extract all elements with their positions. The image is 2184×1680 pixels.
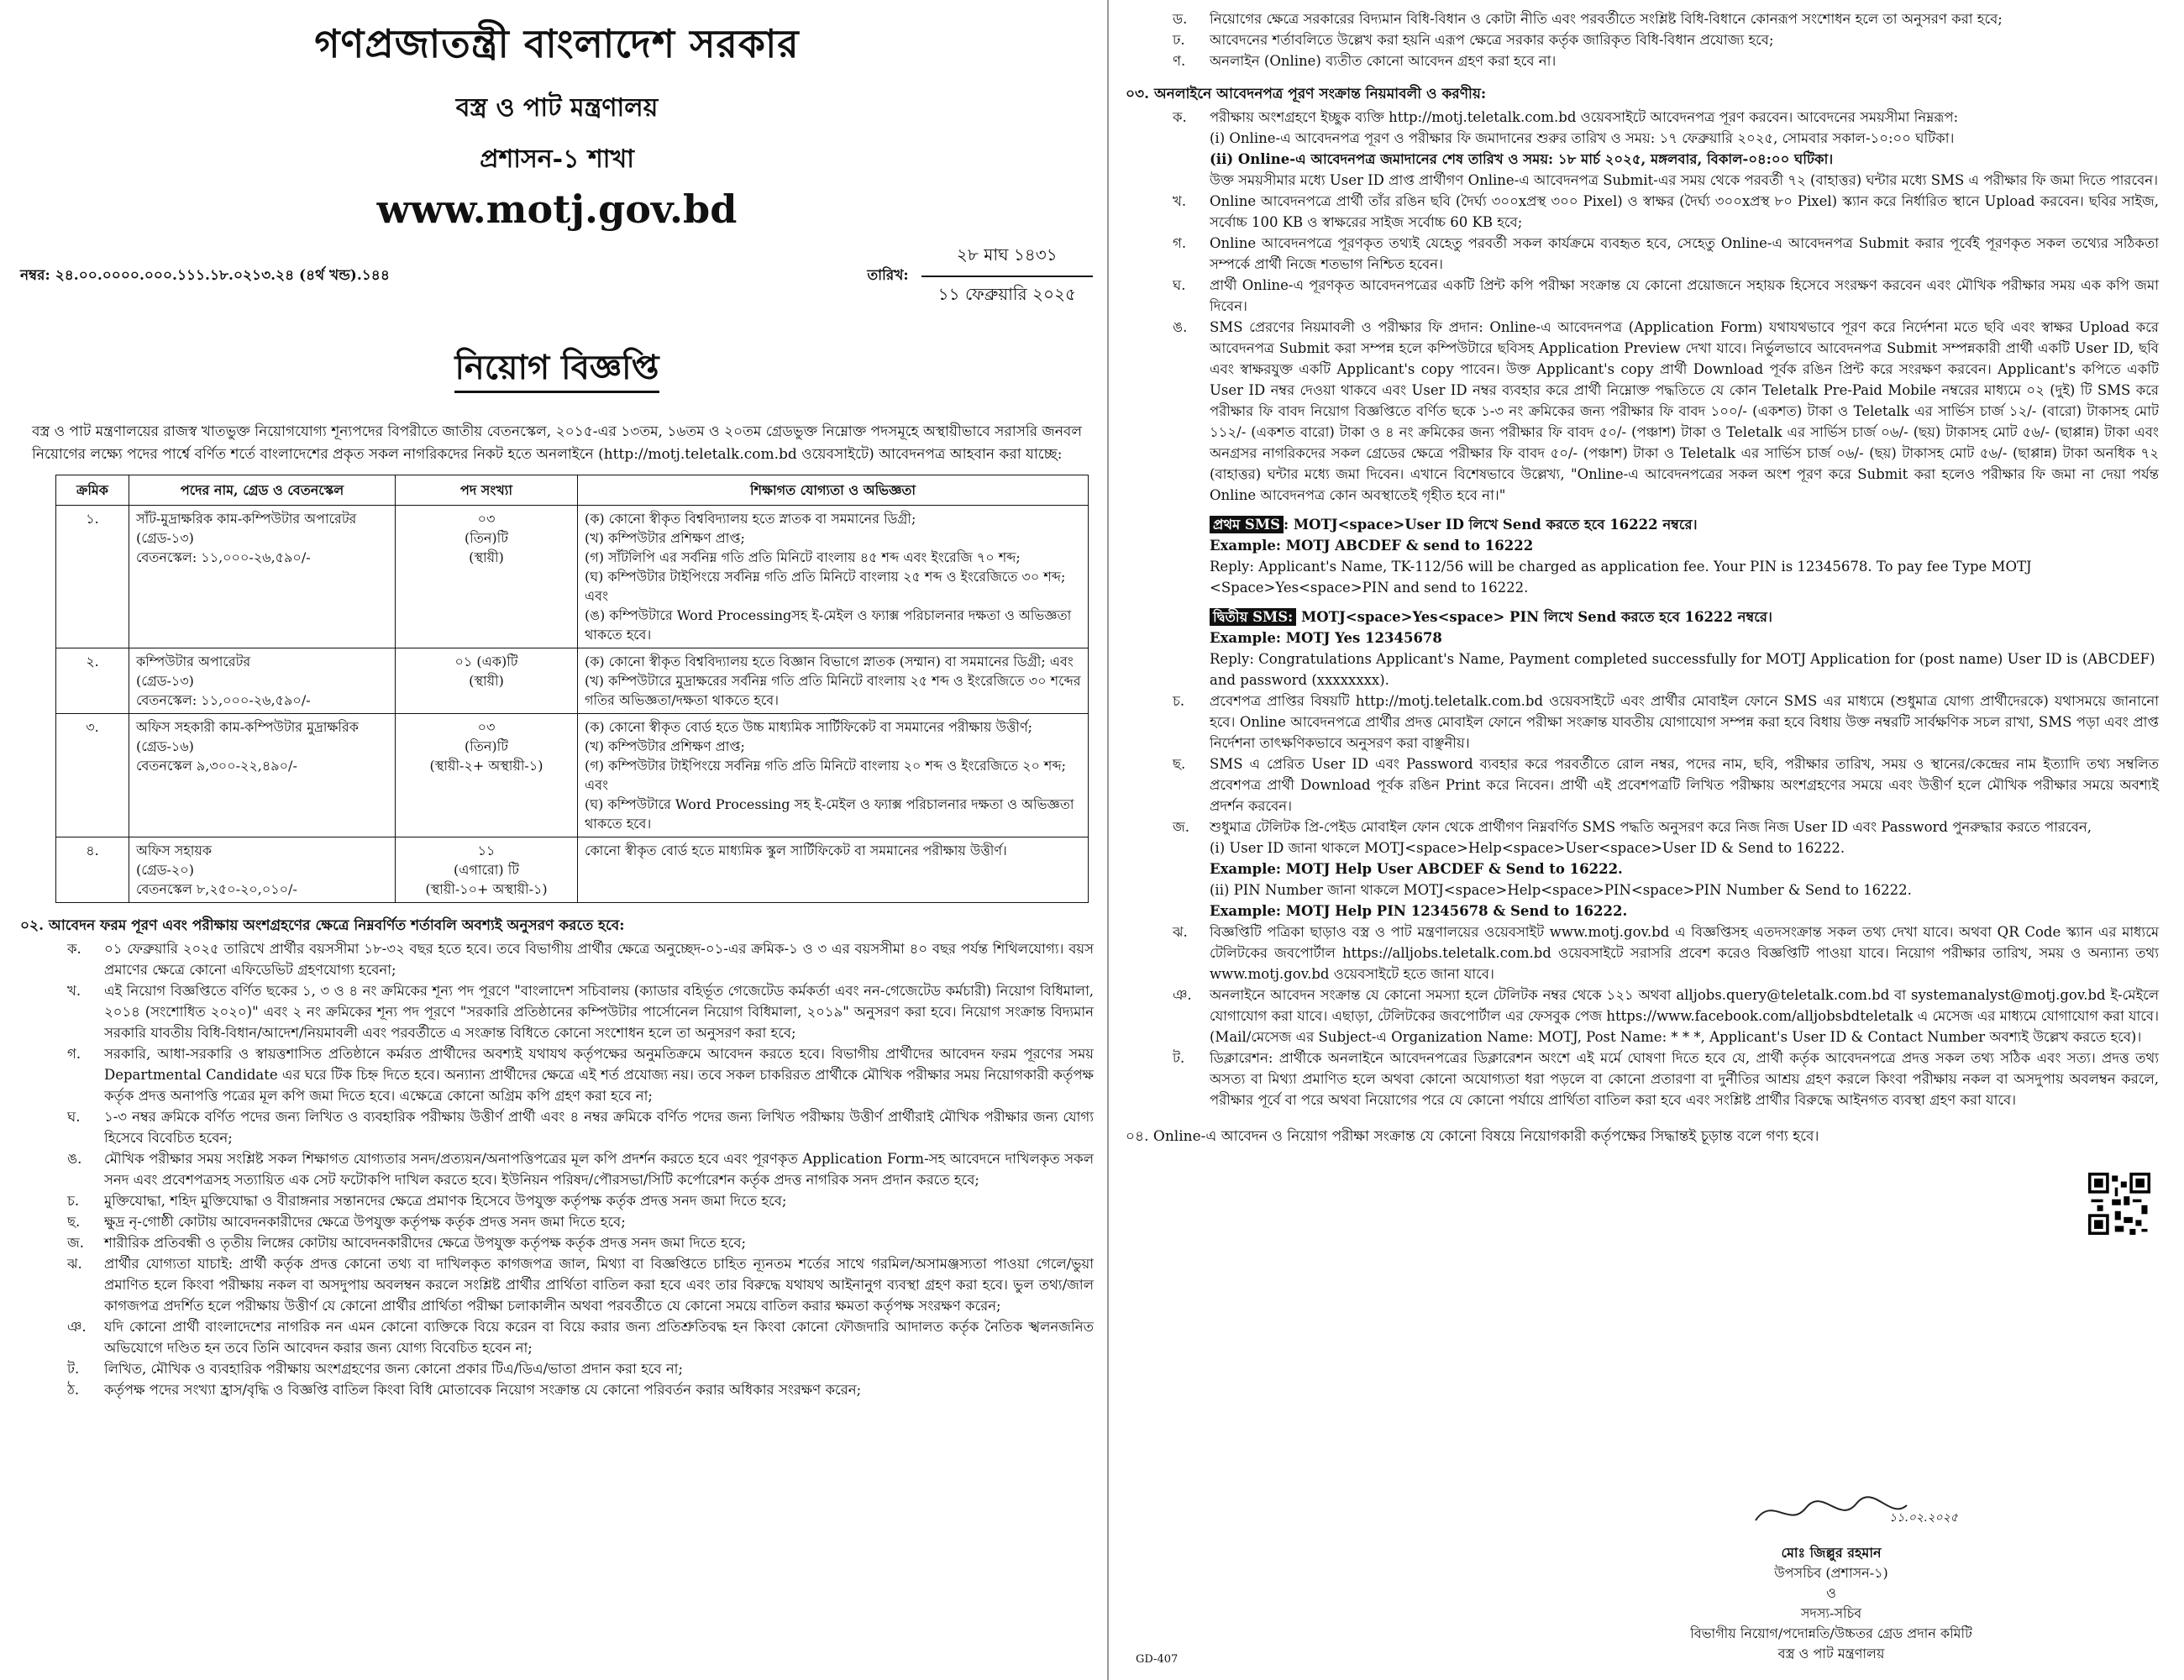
cell-qualification [578,714,1089,837]
post-scale: বেতনস্কেল: ১১,০০০-২৬,৫৯০/- [136,692,311,708]
item-marker: জ. [67,1235,85,1251]
item-marker: খ. [1173,193,1187,209]
item-marker: ক. [67,941,81,957]
item-text: Online আবেদনপত্রে পূরণকৃত তথ্যই যেহেতু পরবর্তী সকল কার্যক্রমে ব্যবহৃত হবে, সেহেতু Online-এ আবেদনপত্র Submit করার পূর্বেই পূরণকৃত সকল তথ্যের সঠিকতা সম্পর্কে প্রার্থী নিজে শতভাগ নিশ্চিত হবেন। [1210,235,2159,272]
cell-qualification [578,837,1089,903]
item-marker: ঠ. [67,1382,80,1398]
cell-count [396,714,578,837]
header-serial: ক্রমিক [56,475,129,506]
sms2-line [1210,606,2159,627]
government-name: গণপ্রজাতন্ত্রী বাংলাদেশ সরকার [314,21,800,66]
count-number: ০৩ [477,719,496,735]
cell-serial: ২. [56,648,129,714]
qualification-line: (ক) কোনো স্বীকৃত বোর্ড হতে উচ্চ মাধ্যমিক সার্টিফিকেট বা সমমানের পরীক্ষায় উত্তীর্ণ; [585,719,1033,735]
sms1-text: : MOTJ<space>User ID লিখে Send করতে হবে 16222 নম্বরে। [1284,517,1698,533]
post-grade: (গ্রেড-২০) [136,862,194,878]
signature-date: ১১.০২.২০২৫ [1889,1511,1958,1525]
sms1-tag: প্রথম SMS [1210,516,1284,533]
memo-row [20,242,1094,311]
count-word: (এগারো) টি [453,862,520,878]
list-item [1173,317,2159,506]
signatory-designation: উপসচিব (প্রশাসন-১) [1774,1565,1888,1581]
section-4-text: ০৪. Online-এ আবেদন ও নিয়োগ পরীক্ষা সংক্রান্ত যে কোনো বিষয়ে নিয়োগকারী কর্তৃপক্ষের সিদ্ধান্তই চূড়ান্ত বলে গণ্য হবে। [1126,1128,1819,1145]
list-item [67,980,1094,1043]
qualification-line: কোনো স্বীকৃত বোর্ড হতে মাধ্যমিক স্কুল সার্টিফিকেট বা সমমানের পরীক্ষায় উত্তীর্ণ। [585,843,1007,858]
item-text: মুক্তিযোদ্ধা, শহিদ মুক্তিযোদ্ধা ও বীরাঙ্গনার সন্তানদের ক্ষেত্রে প্রমাণক হিসেবে উপযুক্ত কর্তৃপক্ষ কর্তৃক প্রদত্ত সনদ জমা দিতে হবে; [104,1193,787,1209]
branch-name: প্রশাসন-১ শাখা [480,144,634,174]
section-2-continued [1126,8,2159,71]
item-marker: ট. [67,1361,80,1377]
item-text: যদি কোনো প্রার্থী বাংলাদেশের নাগরিক নন এমন কোনো ব্যক্তিকে বিয়ে করেন বা বিয়ে করার জন্য প্রতিশ্রুতিবদ্ধ হন কিংবা কোনো ফৌজদারি আদালত কর্তৃক নৈতিক স্খলনজনিত অভিযোগে দণ্ডিত হন তবে তিনি আবেদন করার জন্য যোগ্য বিবেচিত হবেন না; [104,1319,1094,1356]
list-item [67,1190,1094,1211]
item-marker: ণ. [1173,53,1186,69]
header-count: পদ সংখ্যা [396,475,578,506]
sms2-tag: দ্বিতীয় SMS: [1210,608,1296,626]
item-text: পরীক্ষায় অংশগ্রহণে ইচ্ছুক ব্যক্তি http://motj.teletalk.com.bd ওয়েবসাইটে আবেদনপত্র পূরণ করবেন। আবেদনের সময়সীমা নিম্নরূপ: [1210,109,1959,125]
list-item [1173,921,2159,984]
qualification-line: (ঘ) কম্পিউটার টাইপিংয়ে সর্বনিম্ন গতি প্রতি মিনিটে বাংলায় ২৫ শব্দ ও ইংরেজিতে ৩০ শব্দ; এবং [585,569,1066,604]
section-3-list [1126,191,2159,506]
item-marker: চ. [67,1193,80,1209]
post-name: অফিস সহায়ক [136,843,213,858]
cell-post [129,506,396,648]
item-marker: ড. [1173,11,1188,27]
post-grade: (গ্রেড-১৩) [136,673,194,689]
cell-count [396,506,578,648]
date-english: ১১ ফেব্রুয়ারি ২০২৫ [937,284,1076,304]
list-item [1173,29,2159,50]
item-text: বিজ্ঞপ্তিটি পত্রিকা ছাড়াও বস্ত্র ও পাট মন্ত্রণালয়ের ওয়েবসাইট www.motj.gov.bd এ বিজ্ঞপ্তিসহ এতদসংক্রান্ত সকল তথ্য দেখা যাবে। অথবা QR Code স্ক্যান এর মাধ্যমে টেলিটকের জবপোর্টাল https://alljobs.teletalk.com.bd ওয়েবসাইটে সরাসরি প্রবেশ করেও বিজ্ঞপ্তিটি পাওয়া যাবে। নিয়োগ পরীক্ষার তারিখ, সময় ও অন্যান্য তথ্য www.motj.gov.bd ওয়েবসাইটে হতে জানা যাবে। [1210,924,2159,982]
cell-serial: ১. [56,506,129,648]
qualification-line: (খ) কম্পিউটার প্রশিক্ষণ প্রাপ্ত; [585,530,745,546]
qualification-line: (ক) কোনো স্বীকৃত বিশ্ববিদ্যালয় হতে বিজ্ঞান বিভাগে স্নাতক (সম্মান) বা সমমানের ডিগ্রী; এবং [585,654,1074,669]
right-column [1109,0,2184,1680]
item-marker: জ. [1173,819,1190,835]
item-marker: ঢ. [1173,32,1185,48]
item-text: ০১ ফেব্রুয়ারি ২০২৫ তারিখে প্রার্থীর বয়সসীমা ১৮-৩২ বছর হতে হবে। তবে বিভাগীয় প্রার্থীর ক্ষেত্রে অনুচ্ছেদ-০১-এর ক্রমিক-১ ও ৩ এর বয়সসীমা ৪০ বছর পর্যন্ত শিথিলযোগ্য। বয়স প্রমাণের ক্ষেত্রে কোনো এফিডেভিট গ্রহণযোগ্য হবেনা; [104,941,1094,978]
sms1-reply: Reply: Applicant's Name, TK-112/56 will be charged as application fee. Your PIN is 12345678. To pay fee Type MOTJ <Space>Yes<space>PIN and send to 16222. [1210,559,2032,596]
intro-paragraph: বস্ত্র ও পাট মন্ত্রণালয়ের রাজস্ব খাতভুক্ত নিয়োগযোগ্য শূন্যপদের বিপরীতে জাতীয় বেতনস্কেল, ২০১৫-এর ১৩তম, ১৬তম ও ২০তম গ্রেডভুক্ত নিম্নোক্ত পদসমূহে অস্থায়ীভাবে সরাসরি জনবল নিয়োগের লক্ষ্যে পদের পার্শ্বে বর্ণিত শর্তে বাংলাদেশের প্রকৃত সকল নাগরিকদের নিকট হতে অনলাইনে (http://motj.teletalk.com.bd ওয়েবসাইটে) আবেদনপত্র আহবান করা যাচ্ছে: [32,423,1082,463]
list-item [1173,753,2159,816]
item-text: এই নিয়োগ বিজ্ঞপ্তিতে বর্ণিত ছকের ১, ৩ ও ৪ নং ক্রমিকের শূন্য পদ পূরণে "বাংলাদেশ সচিবালয় (ক্যাডার বহির্ভূত গেজেটেড কর্মকর্তা এবং নন-গেজেটেড কর্মচারী) নিয়োগ বিধিমালা, ২০১৪ (সংশোধিত ২০২০)" এবং ২ নং ক্রমিকের শূন্য পদ পূরণে "সরকারি প্রতিষ্ঠানের কম্পিউটার পার্সোনেল নিয়োগ বিধিমালা, ২০১৯" অনুসরণ করা হবে। নিয়োগ সংক্রান্ত বিদ্যমান সরকারি যাবতীয় বিধি-বিধান/আদেশ/নিয়মাবলী এবং পরবর্তীতে এ সংক্রান্ত বিধিতে কোনো সংশোধন হলে তা অনুসরণ করা হবে; [104,983,1094,1041]
count-note: (স্থায়ী-১০+ অস্থায়ী-১) [425,881,548,897]
item-marker: ঝ. [67,1256,82,1272]
recover-userid: (i) User ID জানা থাকলে MOTJ<space>Help<space>User<space>User ID & Send to 16222. [1210,840,1845,856]
item-marker: ছ. [1173,756,1186,772]
qualification-line: (গ) কম্পিউটার টাইপিংয়ে সর্বনিম্ন গতি প্রতি মিনিটে বাংলায় ২০ শব্দ ও ইংরেজিতে ২০ শব্দ; এবং [585,758,1067,793]
list-item [1173,1047,2159,1110]
signatory-committee: বিভাগীয় নিয়োগ/পদোন্নতি/উচ্চতর গ্রেড প্রদান কমিটি [1690,1625,1972,1641]
list-item [1173,50,2159,71]
qualification-line: (গ) সাঁটলিপি এর সর্বনিম্ন গতি প্রতি মিনিটে বাংলায় ৪৫ শব্দ এবং ইংরেজি ৭০ শব্দ; [585,549,1021,565]
table-row [56,714,1089,837]
post-scale: বেতনস্কেল: ১১,০০০-২৬,৫৯০/- [136,549,311,565]
cell-qualification [578,648,1089,714]
item-text: নিয়োগের ক্ষেত্রে সরকারের বিদ্যমান বিধি-বিধান ও কোটা নীতি এবং পরবর্তীতে সংশ্লিষ্ট বিধি-বিধানে কোনরূপ সংশোধন হলে তা অনুসরণ করা হবে; [1210,11,2003,27]
recover-pin: (ii) PIN Number জানা থাকলে MOTJ<space>Help<space>PIN<space>PIN Number & Send to 16222. [1210,882,1912,898]
recover-userid-example: Example: MOTJ Help User ABCDEF & Send to 16222. [1210,861,1623,877]
sms2-text: MOTJ<space>Yes<space> PIN লিখে Send করতে হবে 16222 নম্বরে। [1296,609,1772,625]
table-row [56,506,1089,648]
list-item [67,1358,1094,1379]
table-row [56,648,1089,714]
qualification-line: (ক) কোনো স্বীকৃত বিশ্ববিদ্যালয় হতে স্নাতক বা সমমানের ডিগ্রী; [585,511,916,527]
memo-number: নম্বর: ২৪.০০.০০০০.০০০.১১১.১৮.০২১৩.২৪ (৪র্থ খন্ড).১৪৪ [20,267,390,284]
count-note: (স্থায়ী) [469,549,504,565]
list-item [67,1211,1094,1232]
item-text: SMS প্রেরণের নিয়মাবলী ও পরীক্ষার ফি প্রদান: Online-এ আবেদনপত্র (Application Form) যথাযথভাবে পূরণ করে নির্দেশনা মতে ছবি এবং স্বাক্ষর Upload করে আবেদনপত্র Submit করা সম্পন্ন হলে কম্পিউটারে ছবিসহ Application Preview দেখা যাবে। নির্ভুলভাবে আবেদনপত্র Submit সম্পন্নকারী প্রার্থী একটি User ID, ছবি এবং স্বাক্ষরযুক্ত একটি Applicant's copy পাবেন। উক্ত Applicant's copy প্রার্থী Download পূর্বক রঙিন প্রিন্ট করে সংরক্ষণ করবেন। Applicant's কপিতে একটি User ID নম্বর দেওয়া থাকবে এবং User ID নম্বর ব্যবহার করে প্রার্থী নিম্নোক্ত পদ্ধতিতে যে কোন Teletalk Pre-Paid Mobile নম্বরের মাধ্যমে ০২ (দুই) টি SMS করে পরীক্ষার ফি বাবদ নিয়োগ বিজ্ঞপ্তিতে বর্ণিত ছকে ১-৩ নং ক্রমিকের জন্য পরীক্ষার ফি বাবদ ১০০/- (একশত) টাকা ও Teletalk এর সার্ভিস চার্জ ১২/- (বারো) টাকাসহ মোট ১১২/- (একশত বারো) টাকা ও ৪ নং ক্রমিকের জন্য পরীক্ষার ফি বাবদ ৫০/- (পঞ্চাশ) টাকা ও Teletalk এর সার্ভিস চার্জ ০৬/- (ছয়) টাকাসহ মোট ৫৬/- (ছাপ্পান্ন) টাকা এবং অনগ্রসর নাগরিকদের সকল গ্রেডের ক্ষেত্রে পরীক্ষার ফি বাবদ ৫০/- (পঞ্চাশ) টাকা ও Teletalk এর সার্ভিস চার্জ ০৬/- (ছয়) টাকাসহ মোট ৫৬/- (ছাপ্পান্ন) টাকা অনধিক ৭২ (বাহাত্তর) ঘন্টার মধ্যে জমা দিবেন। এখানে বিশেষভাবে উল্লেখ্য, "Online-এ আবেদনপত্রের সকল অংশ পূরণ করে Submit করা হলেও পরীক্ষার ফি জমা না দেয়া পর্যন্ত Online আবেদনপত্র কোন অবস্থাতেই গৃহীত হবে না।" [1210,319,2159,503]
date-box [867,242,1094,311]
table-row [56,837,1089,903]
list-item [67,1232,1094,1253]
table-header-row [56,475,1089,506]
cell-serial: ৩. [56,714,129,837]
item-text: প্রবেশপত্র প্রাপ্তির বিষয়টি http://motj.teletalk.com.bd ওয়েবসাইটে এবং প্রার্থীর মোবাইল ফোনে SMS এর মাধ্যমে (শুধুমাত্র যোগ্য প্রার্থীদেরকে) যথাসময়ে জানানো হবে। Online আবেদনপত্রে প্রার্থীর প্রদত্ত মোবাইল ফোনে পরীক্ষা সংক্রান্ত যাবতীয় যোগাযোগ সম্পন্ন করা হবে বিধায় উক্ত নম্বরটি সার্বক্ষণিক সচল রাখা, SMS পড়া এবং প্রাপ্ত নির্দেশনা তাৎক্ষণিকভাবে অনুসরণ করা বাঞ্ছনীয়। [1210,693,2159,751]
section-2-heading: ০২. আবেদন ফরম পূরণ এবং পরীক্ষায় অংশগ্রহণের ক্ষেত্রে নিম্নবর্ণিত শর্তাবলি অবশ্যই অনুসরণ করতে হবে: [20,917,625,934]
item-marker: গ. [67,1046,81,1062]
item-marker: ঝ. [1173,924,1188,940]
list-item [1173,191,2159,233]
item-text: লিখিত, মৌখিক ও ব্যবহারিক পরীক্ষায় অংশগ্রহণের জন্য কোনো প্রকার টিএ/ডিএ/ভাতা প্রদান করা হবে না; [104,1361,684,1377]
item-marker: ঙ. [67,1151,82,1167]
item-text: Online আবেদনপত্রে প্রার্থী তাঁর রঙিন ছবি (দৈর্ঘ্য ৩০০xপ্রস্থ ৩০০ Pixel) ও স্বাক্ষর (দৈর্ঘ্য ৩০০xপ্রস্থ ৮০ Pixel) স্ক্যান করে নির্ধারিত স্থানে Upload করবেন। ছবির সাইজ, সর্বোচ্চ 100 KB ও স্বাক্ষরের সাইজ সর্বোচ্চ 60 KB হবে; [1210,193,2159,230]
count-number: ০১ (এক)টি [454,654,518,669]
item-text: শারীরিক প্রতিবন্ধী ও তৃতীয় লিঙ্গের কোটায় আবেদনকারীদের ক্ষেত্রে উপযুক্ত কর্তৃপক্ষ কর্তৃক প্রদত্ত সনদ জমা দিতে হবে; [104,1235,747,1251]
item-marker: ঞ. [1173,987,1192,1003]
item-text: শুধুমাত্র টেলিটক প্রি-পেইড মোবাইল ফোন থেকে প্রার্থীগণ নিম্নবর্ণিত SMS পদ্ধতি অনুসরণ করে নিজ নিজ User ID এবং Password পুনরুদ্ধার করতে পারবেন, [1210,819,2092,835]
notice-title: নিয়োগ বিজ্ঞপ্তি [20,341,1094,397]
item-marker: গ. [1173,235,1187,251]
count-number: ১১ [477,843,496,858]
cell-count [396,648,578,714]
item-marker: ঙ. [1173,319,1188,335]
post-scale: বেতনস্কেল ৯,৩০০-২২,৪৯০/- [136,758,297,774]
section-3-list-3 [1126,921,2159,1110]
count-word: (স্থায়ী) [469,673,504,689]
cell-post [129,648,396,714]
list-item [67,1316,1094,1358]
date-label: তারিখ: [867,267,909,284]
item-text: অনলাইন (Online) ব্যতীত কোনো আবেদন গ্রহণ করা হবে না। [1210,53,1557,69]
qualification-line: (ঙ) কম্পিউটারে Word Processingসহ ই-মেইল ও ফ্যাক্স পরিচালনার দক্ষতা ও অভিজ্ঞতা থাকতে হবে। [585,607,1072,643]
post-grade: (গ্রেড-১৬) [136,738,194,754]
list-item [67,1043,1094,1106]
count-word: (তিন)টি [465,738,508,754]
sms2-example: Example: MOTJ Yes 12345678 [1210,630,1442,646]
item-marker: ঘ. [1173,277,1186,293]
item-text: SMS এ প্রেরিত User ID এবং Password ব্যবহার করে পরবর্তীতে রোল নম্বর, পদের নাম, ছবি, পরীক্ষার তারিখ, সময় ও স্থানের/কেন্দ্রের নাম ইত্যাদি তথ্য সম্বলিত প্রবেশপত্র প্রার্থী Download পূর্বক রঙিন Print করে নিবেন। প্রার্থী এই প্রবেশপত্রটি লিখিত পরীক্ষায় অংশগ্রহণের সময়ে এবং উত্তীর্ণ হলে মৌখিক পরীক্ষার সময়ে অবশ্যই প্রদর্শন করবেন। [1210,756,2159,814]
count-note: (স্থায়ী-২+ অস্থায়ী-১) [429,758,543,774]
item-text: ডিক্লারেশন: প্রার্থীকে অনলাইনে আবেদনপত্রের ডিক্লারেশন অংশে এই মর্মে ঘোষণা দিতে হবে যে, প্রার্থী কর্তৃক আবেদনপত্রে প্রদত্ত সকল তথ্য সঠিক এবং সত্য। প্রদত্ত তথ্য অসত্য বা মিথ্যা প্রমাণিত হলে অথবা কোনো অযোগ্যতা ধরা পড়লে বা কোনো প্রতারণা বা দুর্নীতির আশ্রয় গ্রহণ করলে কিংবা পরীক্ষায় নকল বা অসদুপায় অবলম্বন করলে, পরীক্ষার পূর্বে বা পরে অথবা নিয়োগের পরে যে কোনো পর্যায়ে প্রার্থিতা বাতিল করা হবে এবং সংশ্লিষ্ট প্রার্থীর বিরুদ্ধে আইনগত ব্যবস্থা গ্রহণ করা যাবে। [1210,1050,2159,1108]
item-text: কর্তৃপক্ষ পদের সংখ্যা হ্রাস/বৃদ্ধি ও বিজ্ঞপ্তি বাতিল কিংবা বিধি মোতাবেক নিয়োগ সংক্রান্ত যে কোনো পরিবর্তন করার অধিকার সংরক্ষণ করেন; [104,1382,862,1398]
list-item [67,938,1094,980]
list-item: ক. পরীক্ষায় অংশগ্রহণে ইচ্ছুক ব্যক্তি http://motj.teletalk.com.bd ওয়েবসাইটে আবেদনপত্র পূরণ করবেন। আবেদনের সময়সীমা নিম্নরূপ: [1173,107,2159,128]
count-word: (তিন)টি [465,530,508,546]
list-item [67,1253,1094,1316]
qualification-line: (খ) কম্পিউটারে মুদ্রাক্ষরের সর্বনিম্ন গতি প্রতি মিনিটে বাংলায় ২৫ শব্দ ও ইংরেজিতে ৩০ শব্দের গতির অভিজ্ঞতা/দক্ষতা থাকতে হবে। [585,673,1081,708]
post-name: অফিস সহকারী কাম-কম্পিউটার মুদ্রাক্ষরিক [136,719,359,735]
post-grade: (গ্রেড-১৩) [136,530,194,546]
item-text: অনলাইনে আবেদন সংক্রান্ত যে কোনো সমস্যা হলে টেলিটক নম্বর থেকে ১২১ অথবা alljobs.query@teletalk.com.bd বা systemanalyst@motj.gov.bd ই-মেইলে যোগাযোগ করা যাবে। এছাড়া, টেলিটকের জবপোর্টাল এর ফেসবুক পেজ https://www.facebook.com/alljobsbdteletalk এ মেসেজ এর মাধ্যমে যোগাযোগ করা যাবে। (Mail/মেসেজ এর Subject-এ Organization Name: MOTJ, Post Name: * * *, Applicant's User ID & Contact Number অবশ্যই উল্লেখ করতে হবে)। [1210,987,2159,1045]
list-item [67,1148,1094,1190]
end-date-line: (ii) Online-এ আবেদনপত্র জমাদানের শেষ তারিখ ও সময়: ১৮ মার্চ ২০২৫, মঙ্গলবার, বিকাল-০৪:০০ ঘটিকা। [1210,151,1834,167]
section-3-heading: ০৩. অনলাইনে আবেদনপত্র পূরণ সংক্রান্ত নিয়মাবলী ও করণীয়: [1126,86,1487,102]
date-bangla: ২৮ মাঘ ১৪৩১ [921,243,1093,277]
item-marker: ট. [1173,1050,1185,1066]
signatory-and: ও [1826,1585,1836,1601]
section-3-list-2 [1126,690,2159,837]
signatory-ministry: বস্ত্র ও পাট মন্ত্রণালয় [1777,1646,1885,1662]
list-item [1173,690,2159,753]
cell-count [396,837,578,903]
ministry-name: বস্ত্র ও পাট মন্ত্রণালয় [455,93,659,123]
qualification-line: (খ) কম্পিউটার প্রশিক্ষণ প্রাপ্ত; [585,738,745,754]
sms1-example: Example: MOTJ ABCDEF & send to 16222 [1210,538,1534,554]
cell-serial: ৪. [56,837,129,903]
item-text: প্রার্থীর যোগ্যতা যাচাই: প্রার্থী কর্তৃক প্রদত্ত কোনো তথ্য বা দাখিলকৃত কাগজপত্র জাল, মিথ্যা বা বিজ্ঞপ্তিতে চাহিত ন্যূনতম শর্তের সাথে গরমিল/অসামঞ্জস্যতা পাওয়া গেলে/ভুয়া প্রমাণিত হলে কিংবা পরীক্ষায় নকল বা অসদুপায় অবলম্বন করলে সংশ্লিষ্ট প্রার্থীর প্রার্থিতা বাতিল করা হবে এবং তার বিরুদ্ধে যথাযথ আইনানুগ ব্যবস্থা গ্রহণ করা হবে। ভুল তথ্য/জাল কাগজপত্র প্রদর্শিত হলে পরীক্ষায় উত্তীর্ণ যে কোনো প্রার্থীর প্রার্থিতা পরীক্ষা চলাকালীন অথবা পরবর্তীতে যে কোনো সময়ে বাতিল করার ক্ষমতা কর্তৃপক্ষ সংরক্ষণ করেন; [104,1256,1094,1314]
signatory-name: মোঃ জিল্লুর রহমান [1781,1545,1882,1561]
sms1-line [1210,514,2159,535]
cell-qualification [578,506,1089,648]
start-date-line: (i) Online-এ আবেদনপত্র পূরণ ও পরীক্ষার ফি জমাদানের শুরুর তারিখ ও সময়: ১৭ ফেব্রুয়ারি ২০২৫, সোমবার সকাল-১০:০০ ঘটিকা। [1210,130,1955,146]
posts-table [55,475,1089,903]
footer-code: GD-407 [1136,1653,1179,1666]
section-2-list [20,938,1094,1400]
list-item [1173,816,2159,837]
post-scale: বেতনস্কেল ৮,২৫০-২০,০১০/- [136,881,297,897]
item-text: ১-৩ নম্বর ক্রমিকে বর্ণিত পদের জন্য লিখিত ও ব্যবহারিক পরীক্ষায় উত্তীর্ণ প্রার্থী এবং ৪ নম্বর ক্রমিকে বর্ণিত পদের জন্য লিখিত পরীক্ষায় উত্তীর্ণ প্রার্থীরাই মৌখিক পরীক্ষার জন্য যোগ্য হিসেবে বিবেচিত হবেন; [104,1109,1094,1146]
list-item [67,1106,1094,1148]
list-item [1173,8,2159,29]
qualification-line: (ঘ) কম্পিউটারে Word Processing সহ ই-মেইল ও ফ্যাক্স পরিচালনার দক্ষতা ও অভিজ্ঞতা থাকতে হবে। [585,796,1074,832]
post-name: সাঁট-মুদ্রাক্ষরিক কাম-কম্পিউটার অপারেটর [136,511,357,527]
item-marker: ঞ. [67,1319,87,1335]
item-marker: চ. [1173,693,1185,709]
website-link[interactable]: www.motj.gov.bd [376,186,738,232]
signatory-role: সদস্য-সচিব [1800,1605,1862,1621]
list-item [67,1379,1094,1400]
recover-pin-example: Example: MOTJ Help PIN 12345678 & Send to 16222. [1210,903,1628,919]
list-item [1173,984,2159,1047]
item-marker: ছ. [67,1214,81,1230]
sms2-reply: Reply: Congratulations Applicant's Name, Payment completed successfully for MOTJ Application for (post name) User ID is (ABCDEF) and password (xxxxxxxx). [1210,651,2155,688]
item-text: সরকারি, আধা-সরকারি ও স্বায়ত্তশাসিত প্রতিষ্ঠানে কর্মরত প্রার্থীদের অবশ্যই যথাযথ কর্তৃপক্ষের অনুমতিক্রমে আবেদন করতে হবে। বিভাগীয় প্রার্থীদের আবেদন ফরম পূরণের সময় Departmental Candidate এর ঘরে টিক চিহ্ন দিতে হবে। অন্যান্য প্রার্থীদের ক্ষেত্রে এই শর্ত প্রযোজ্য নয়। তবে সকল চাকরিরত প্রার্থীকে মৌখিক পরীক্ষার সময় নিয়োগকারী কর্তৃপক্ষ কর্তৃক প্রদত্ত অনাপত্তি পত্রের মূল কপি জমা দিতে হবে। এক্ষেত্রে কোনো অগ্রিম কপি গ্রহণ করা হবে না; [104,1046,1094,1104]
post-name: কম্পিউটার অপারেটর [136,654,251,669]
item-text: প্রার্থী Online-এ পূরণকৃত আবেদনপত্রের একটি প্রিন্ট কপি পরীক্ষা সংক্রান্ত যে কোনো প্রয়োজনে সহায়ক হিসেবে সংরক্ষণ করবেন এবং মৌখিক পরীক্ষার সময় এক কপি জমা দিবেন। [1210,277,2159,314]
item-marker: ঘ. [67,1109,81,1125]
cell-post [129,714,396,837]
list-item [1173,233,2159,275]
header-qualification: শিক্ষাগত যোগ্যতা ও অভিজ্ঞতা [578,475,1089,506]
signature-block [1613,1487,2050,1664]
fee-deadline-note: উক্ত সময়সীমার মধ্যে User ID প্রাপ্ত প্রার্থীগণ Online-এ আবেদনপত্র Submit-এর সময় থেকে পরবর্তী ৭২ (বাহাত্তর) ঘন্টার মধ্যে SMS এ পরীক্ষার ফি জমা দিতে পারবেন। [1210,172,2159,188]
header-post: পদের নাম, গ্রেড ও বেতনস্কেল [129,475,396,506]
item-text: আবেদনের শর্তাবলিতে উল্লেখ করা হয়নি এরূপ ক্ষেত্রে সরকার কর্তৃক জারিকৃত বিধি-বিধান প্রযোজ্য হবে; [1210,32,1774,48]
item-text: ক্ষুদ্র নৃ-গোষ্ঠী কোটায় আবেদনকারীদের ক্ষেত্রে উপযুক্ত কর্তৃপক্ষ কর্তৃক প্রদত্ত সনদ জমা দিতে হবে; [104,1214,626,1230]
qr-code-icon[interactable] [2088,1173,2150,1235]
cell-post [129,837,396,903]
date-lines [921,242,1094,311]
item-text: মৌখিক পরীক্ষার সময় সংশ্লিষ্ট সকল শিক্ষাগত যোগ্যতার সনদ/প্রত্যয়ন/অনাপত্তিপত্রের মূল কপি প্রদর্শন করতে হবে এবং পূরণকৃত Application Form-সহ আবেদনে দাখিলকৃত সকল সনদ এবং প্রবেশপত্রসহ সত্যায়িত এক সেট ফটোকপি দাখিল করতে হবে। ইউনিয়ন পরিষদ/পৌরসভা/সিটি কর্পোরেশন কর্তৃক প্রদত্ত নাগরিক সনদ প্রদান করতে হবে; [104,1151,1094,1188]
count-number: ০৩ [477,511,496,527]
list-item [1173,275,2159,317]
item-marker: খ. [67,983,81,999]
